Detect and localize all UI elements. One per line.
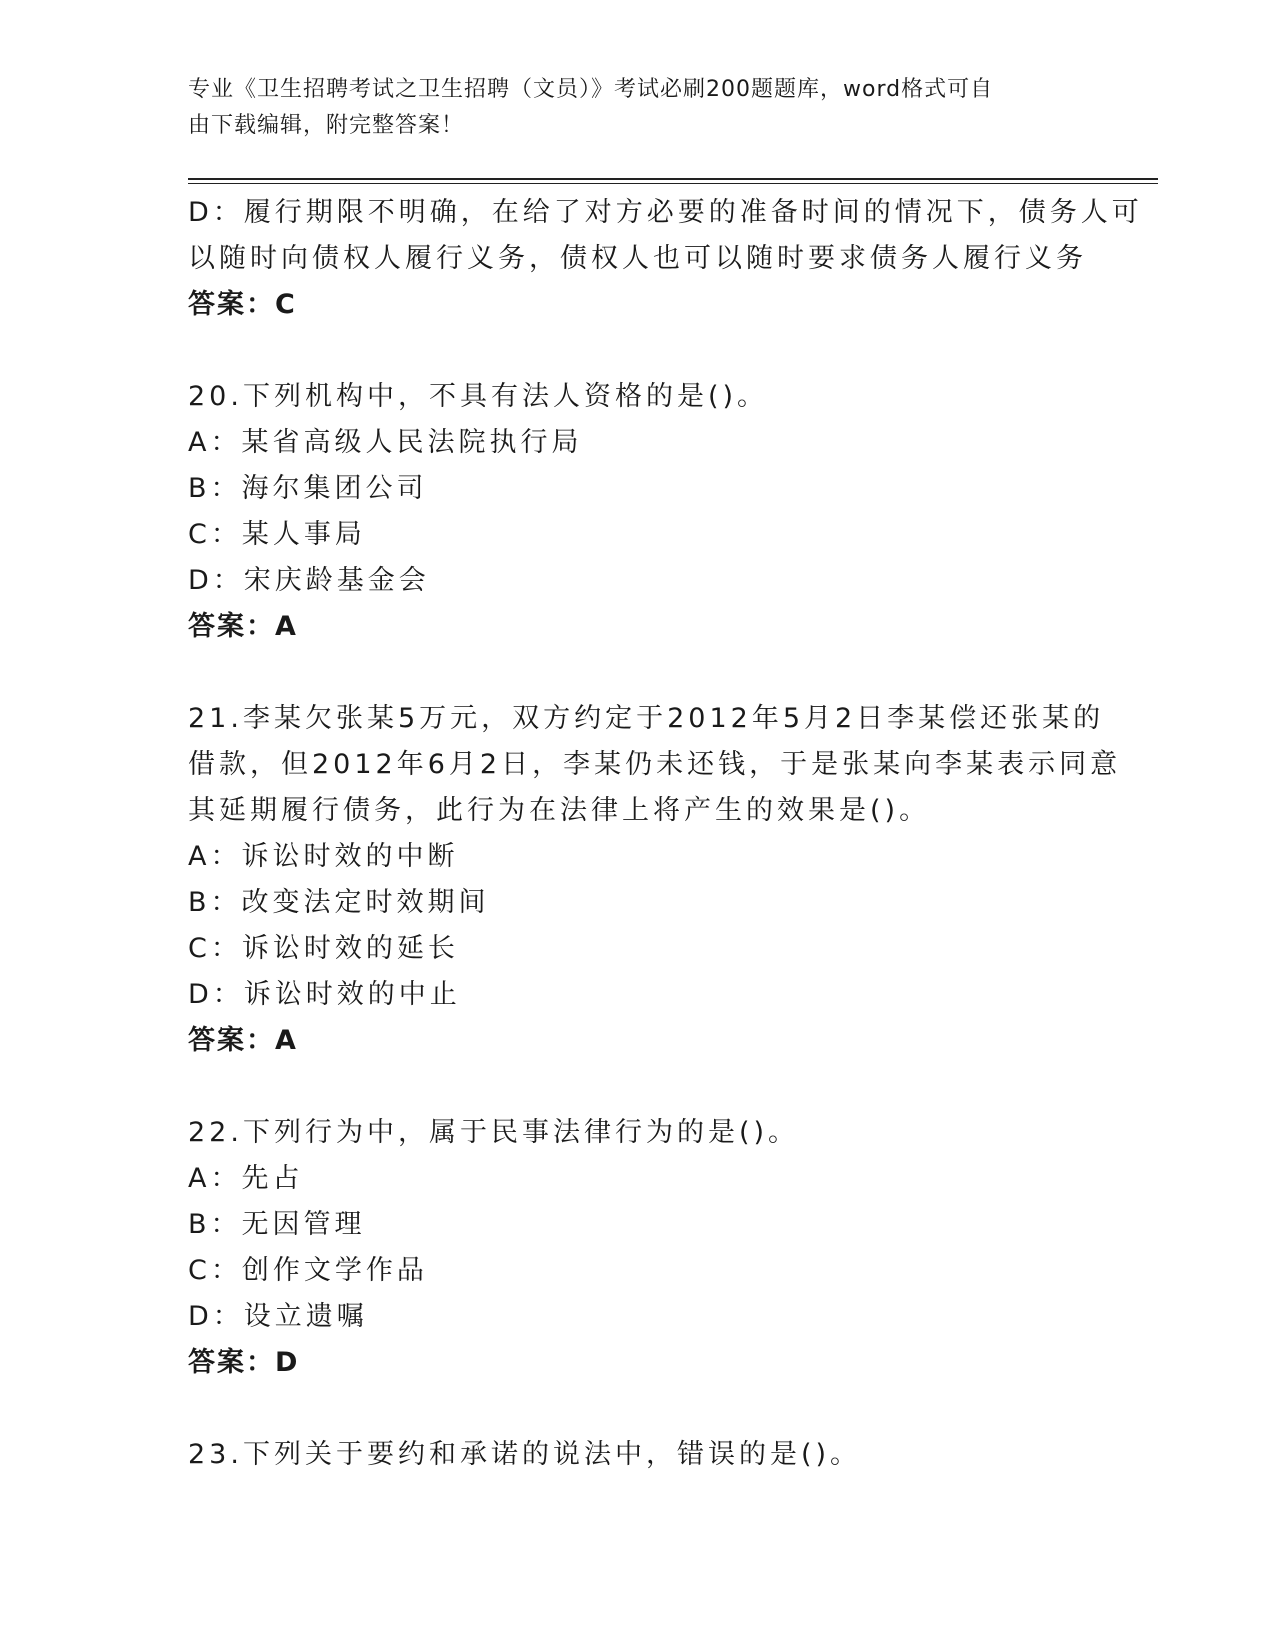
question-stem: 20.下列机构中，不具有法人资格的是()。 [188,381,769,412]
question-22 [188,1110,1088,1386]
option-b: B：改变法定时效期间 [188,887,490,918]
option-c: C：某人事局 [188,519,366,550]
question-19-continuation [188,190,1143,328]
option-c: C：创作文学作品 [188,1255,428,1286]
spacer [188,328,1088,374]
option-a: A：先占 [188,1163,304,1194]
spacer [188,1064,1088,1110]
question-20 [188,374,1088,650]
spacer [188,650,1088,696]
option-d-continued: 以随时向债权人履行义务，债权人也可以随时要求债务人履行义务 [188,243,1087,274]
question-stem-continued: 其延期履行债务，此行为在法律上将产生的效果是()。 [188,795,931,826]
answer: 答案：A [188,1025,298,1056]
option-a: A：诉讼时效的中断 [188,841,459,872]
option-a: A：某省高级人民法院执行局 [188,427,583,458]
question-21 [188,696,1122,1064]
answer: 答案：D [188,1347,300,1378]
question-stem: 23.下列关于要约和承诺的说法中，错误的是()。 [188,1439,862,1470]
header-title-line-1: 专业《卫生招聘考试之卫生招聘（文员）》考试必刷200题题库，word格式可自 [188,77,994,102]
document-header [188,72,1088,144]
answer: 答案：A [188,611,298,642]
question-23 [188,1432,1088,1478]
option-b: B：海尔集团公司 [188,473,428,504]
header-title-line-2: 由下载编辑，附完整答案！ [188,113,465,138]
spacer [188,1386,1088,1432]
answer: 答案：C [188,289,297,320]
question-stem: 22.下列行为中，属于民事法律行为的是()。 [188,1117,800,1148]
header-divider-thin [188,183,1158,184]
option-b: B：无因管理 [188,1209,366,1240]
question-stem-continued: 借款，但2012年6月2日，李某仍未还钱，于是张某向李某表示同意 [188,749,1122,780]
option-d: D：诉讼时效的中止 [188,979,461,1010]
option-c: C：诉讼时效的延长 [188,933,459,964]
option-d: D：宋庆龄基金会 [188,565,430,596]
option-d: D：设立遗嘱 [188,1301,368,1332]
header-divider-thick [188,178,1158,180]
question-stem: 21.李某欠张某5万元，双方约定于2012年5月2日李某偿还张某的 [188,703,1105,734]
option-d: D：履行期限不明确，在给了对方必要的准备时间的情况下，债务人可 [188,197,1143,228]
question-list [188,190,1143,1478]
